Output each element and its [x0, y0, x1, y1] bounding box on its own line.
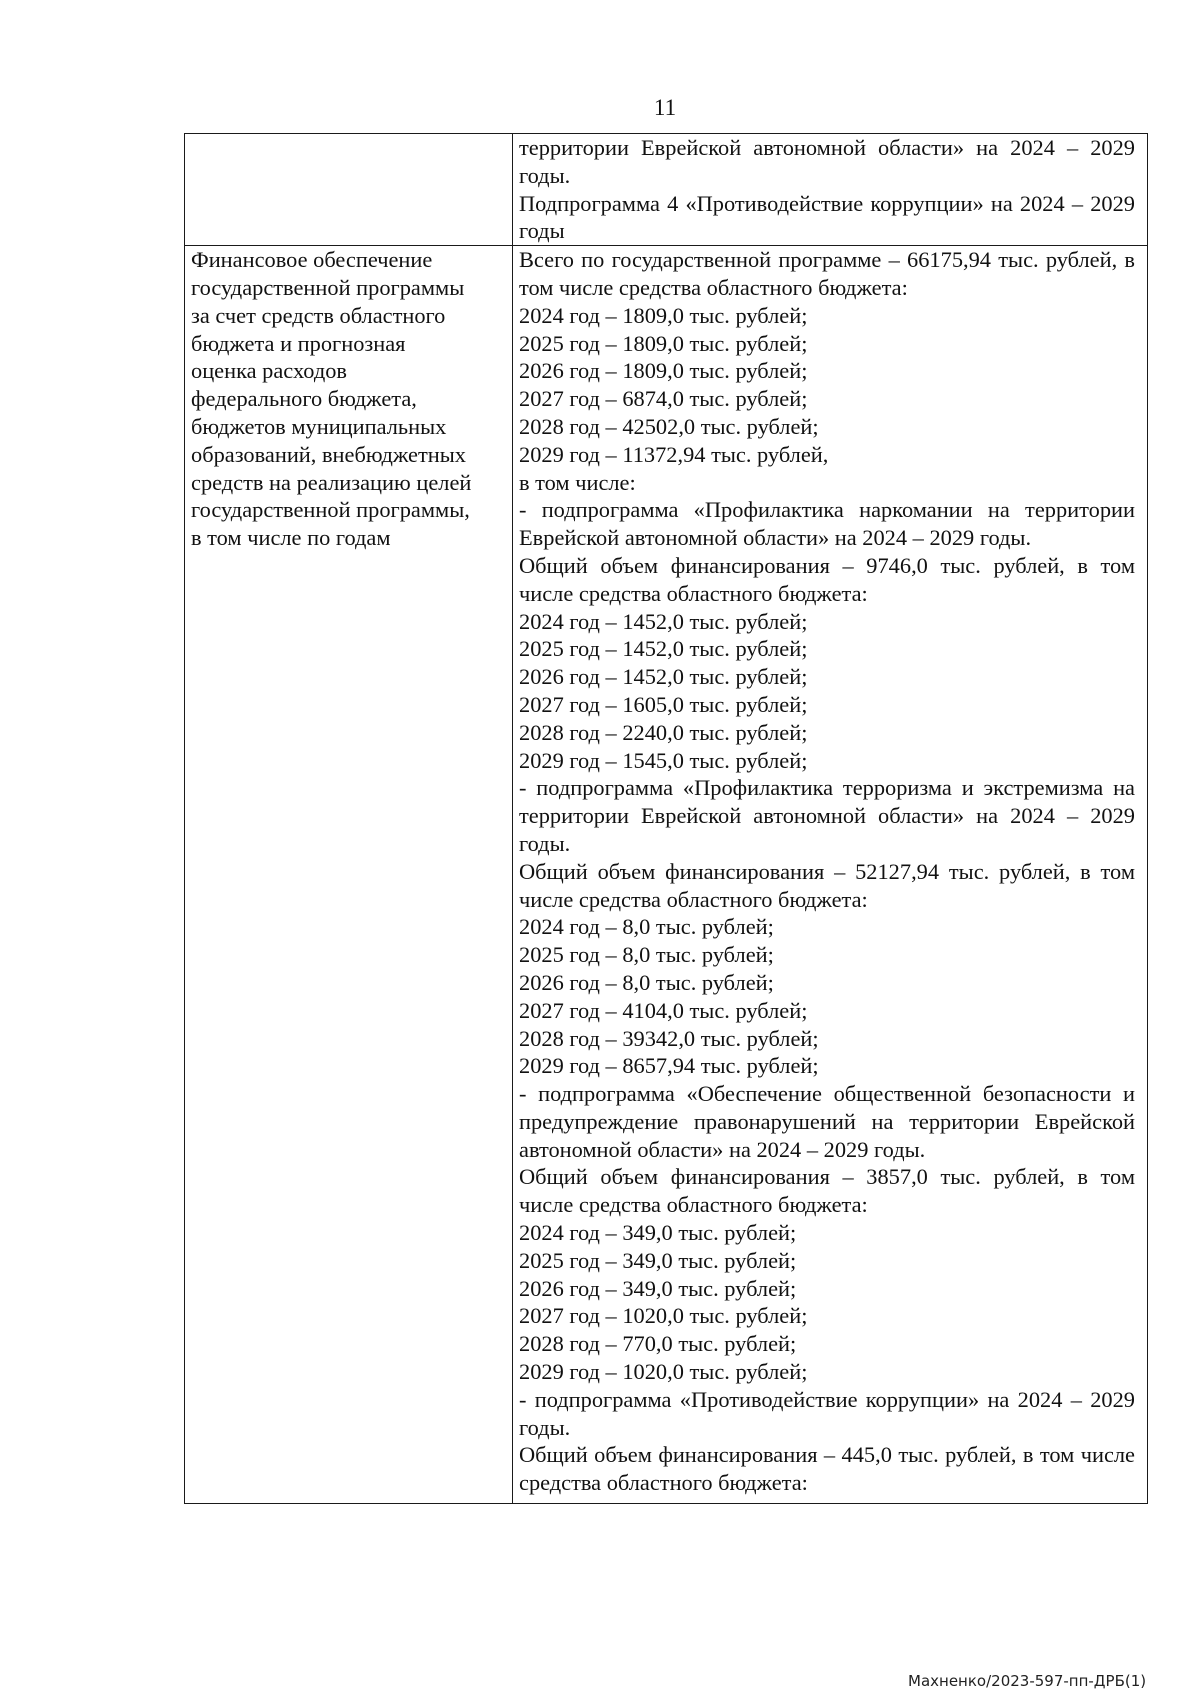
- subprogram-heading: - подпрограмма «Профилактика терроризма и экстремизма на территории Еврейской автономной области» на 2024 – 2029 годы.: [519, 775, 1135, 856]
- content-paragraph: Подпрограмма 4 «Противодействие коррупции» на 2024 – 2029 годы: [519, 190, 1135, 244]
- year-line: 2029 год – 1020,0 тыс. рублей;: [519, 1359, 808, 1385]
- year-line: 2025 год – 1452,0 тыс. рублей;: [519, 636, 808, 662]
- subprogram-heading: - подпрограмма «Противодействие коррупции» на 2024 – 2029 годы.: [519, 1386, 1135, 1440]
- table-row: [185, 246, 1148, 1504]
- table-cell-content: [513, 134, 1148, 246]
- year-line: 2024 год – 8,0 тыс. рублей;: [519, 914, 774, 940]
- year-line: 2025 год – 349,0 тыс. рублей;: [519, 1247, 797, 1273]
- year-line: 2027 год – 1605,0 тыс. рублей;: [519, 691, 808, 717]
- year-line: 2029 год – 1545,0 тыс. рублей;: [519, 747, 808, 773]
- year-line: 2026 год – 1809,0 тыс. рублей;: [519, 358, 808, 384]
- year-line: 2024 год – 1452,0 тыс. рублей;: [519, 608, 808, 634]
- year-line: 2026 год – 1452,0 тыс. рублей;: [519, 664, 808, 690]
- content-paragraph: в том числе:: [519, 469, 636, 495]
- year-line: 2027 год – 6874,0 тыс. рублей;: [519, 386, 808, 412]
- content-paragraph: территории Еврейской автономной области» на 2024 – 2029 годы.: [519, 135, 1135, 188]
- year-line: 2026 год – 8,0 тыс. рублей;: [519, 969, 774, 995]
- year-line: 2028 год – 42502,0 тыс. рублей;: [519, 413, 819, 439]
- row-label-financing: Финансовое обеспечение государственной программы за счет средств областного бюджета и прогнозная оценка расходов федерального бюджета, бюджетов муниципальных образований, внебюджетных средств на реализацию целей государственной программы, в том числе по годам: [191, 247, 472, 551]
- year-line: 2027 год – 1020,0 тыс. рублей;: [519, 1303, 808, 1329]
- content-paragraph: Общий объем финансирования – 52127,94 тыс. рублей, в том числе средства областного бюджета:: [519, 858, 1135, 912]
- table-cell-label: [185, 246, 513, 1504]
- year-line: 2024 год – 1809,0 тыс. рублей;: [519, 302, 808, 328]
- year-line: 2025 год – 1809,0 тыс. рублей;: [519, 330, 808, 356]
- table-cell-label-empty: [185, 134, 513, 246]
- year-line: 2025 год – 8,0 тыс. рублей;: [519, 942, 774, 968]
- year-line: 2028 год – 39342,0 тыс. рублей;: [519, 1025, 819, 1051]
- year-line: 2026 год – 349,0 тыс. рублей;: [519, 1275, 797, 1301]
- year-line: 2029 год – 8657,94 тыс. рублей;: [519, 1053, 819, 1079]
- subprogram-heading: - подпрограмма «Профилактика наркомании на территории Еврейской автономной области» на 2024 – 2029 годы.: [519, 497, 1135, 551]
- year-line: 2029 год – 11372,94 тыс. рублей,: [519, 441, 829, 467]
- year-line: 2028 год – 2240,0 тыс. рублей;: [519, 719, 808, 745]
- table-row: [185, 134, 1148, 246]
- content-paragraph: Общий объем финансирования – 445,0 тыс. рублей, в том числе средства областного бюджета:: [519, 1442, 1135, 1496]
- year-line: 2027 год – 4104,0 тыс. рублей;: [519, 997, 808, 1023]
- content-paragraph: Общий объем финансирования – 3857,0 тыс. рублей, в том числе средства областного бюджета:: [519, 1164, 1135, 1218]
- year-line: 2024 год – 349,0 тыс. рублей;: [519, 1220, 797, 1246]
- document-footer-code: Махненко/2023-597-пп-ДРБ(1): [908, 1672, 1147, 1690]
- page-number: 11: [653, 95, 677, 120]
- program-passport-table: [184, 133, 1148, 1504]
- subprogram-heading: - подпрограмма «Обеспечение общественной безопасности и предупреждение правонарушений на территории Еврейской автономной области» на 2024 – 2029 годы.: [519, 1081, 1135, 1162]
- content-paragraph: Всего по государственной программе – 66175,94 тыс. рублей, в том числе средства областного бюджета:: [519, 247, 1135, 300]
- content-paragraph: Общий объем финансирования – 9746,0 тыс. рублей, в том числе средства областного бюджета:: [519, 552, 1135, 606]
- table-cell-content: [513, 246, 1148, 1504]
- year-line: 2028 год – 770,0 тыс. рублей;: [519, 1331, 797, 1357]
